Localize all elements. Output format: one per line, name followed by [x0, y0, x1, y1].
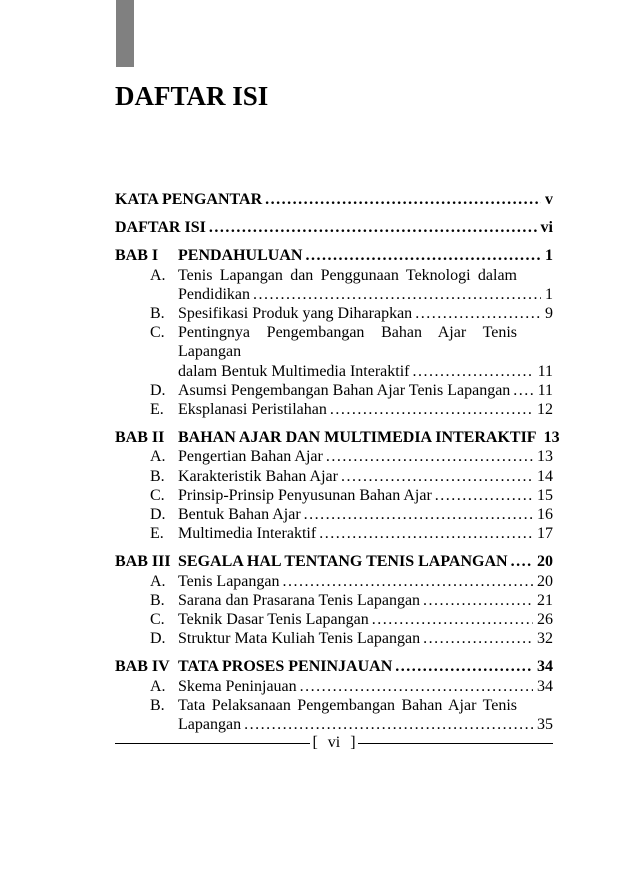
toc-entry-bab4-a	[115, 677, 553, 696]
toc-entry-bab2-a	[115, 447, 553, 466]
toc-page-number: 14	[537, 467, 553, 485]
toc-item-letter: D.	[150, 381, 166, 399]
toc-page-number: 11	[537, 362, 553, 380]
toc-entry-title: Tenis Lapangan	[178, 572, 280, 590]
toc-entry-bab2-d	[115, 505, 553, 524]
toc-item-letter: B.	[150, 696, 165, 714]
toc-chapter-label: BAB III	[115, 553, 171, 571]
toc-item-letter: B.	[150, 467, 165, 485]
toc-entry-title: Prinsip-Prinsip Penyusunan Bahan Ajar	[178, 486, 432, 504]
toc-chapter-label: BAB II	[115, 429, 165, 447]
toc-entry-content	[178, 266, 553, 304]
dot-leader	[338, 467, 533, 486]
dot-leader	[420, 629, 533, 648]
toc-entry-bab3-a	[115, 572, 553, 591]
dot-leader	[369, 610, 533, 629]
footer-bracket-right: ]	[350, 734, 356, 751]
toc-page-number: 13	[543, 429, 560, 447]
toc-entry-content	[178, 696, 553, 734]
toc-item-letter: E.	[150, 401, 164, 419]
toc-page-number: 17	[537, 525, 553, 543]
toc-entry-title: Spesifikasi Produk yang Diharapkan	[178, 305, 413, 323]
table-of-contents	[115, 190, 560, 734]
toc-entry-title: KATA PENGANTAR	[115, 191, 263, 208]
toc-entry-bab1-e	[115, 400, 553, 419]
toc-entry-content	[178, 323, 553, 381]
dot-leader	[392, 657, 533, 676]
toc-entry-kata-pengantar	[115, 190, 553, 209]
footer-rule-right	[358, 743, 553, 744]
dot-leader	[250, 285, 541, 304]
dot-leader	[327, 400, 533, 419]
dot-leader	[297, 677, 533, 696]
toc-item-letter: A.	[150, 677, 166, 695]
toc-entry-bab-1	[115, 246, 553, 265]
toc-entry-bab1-a	[115, 266, 553, 304]
toc-entry-title-line1: Tata Pelaksanaan Pengembangan Bahan Ajar Tenis	[178, 696, 517, 714]
toc-item-letter: A.	[150, 266, 166, 284]
footer-page-number: vi	[327, 734, 341, 751]
toc-entry-bab4-b	[115, 696, 553, 734]
toc-entry-bab3-d	[115, 629, 553, 648]
toc-entry-bab-2	[115, 428, 560, 447]
toc-page-number: 15	[537, 486, 553, 504]
toc-chapter-label: BAB IV	[115, 658, 170, 676]
dot-leader	[508, 552, 533, 571]
toc-entry-title: Teknik Dasar Tenis Lapangan	[178, 611, 369, 629]
page-footer	[115, 735, 553, 751]
toc-item-letter: D.	[150, 630, 166, 648]
dot-leader	[262, 190, 541, 209]
toc-entry-title: Eksplanasi Peristilahan	[178, 401, 327, 419]
toc-entry-bab3-b	[115, 591, 553, 610]
toc-page-number: v	[545, 191, 553, 208]
toc-page-number: 21	[537, 591, 553, 609]
toc-item-letter: C.	[150, 611, 165, 629]
toc-page-number: 34	[537, 677, 553, 695]
toc-entry-title: Skema Peninjauan	[178, 677, 297, 695]
toc-item-letter: A.	[150, 572, 166, 590]
toc-page-number: vi	[540, 219, 553, 237]
toc-entry-bab1-b	[115, 304, 553, 323]
footer-rule-left	[115, 743, 310, 744]
toc-entry-title: Sarana dan Prasarana Tenis Lapangan	[178, 591, 421, 609]
toc-page-number: 12	[537, 401, 553, 419]
toc-page-number: 9	[545, 305, 553, 323]
toc-entry-title: TATA PROSES PENINJAUAN	[178, 658, 393, 676]
toc-page-number: 20	[537, 553, 553, 571]
dot-leader	[316, 524, 533, 543]
dot-leader	[510, 381, 533, 400]
toc-entry-title: Bentuk Bahan Ajar	[178, 506, 301, 524]
toc-item-letter: E.	[150, 525, 164, 543]
toc-entry-title: Asumsi Pengembangan Bahan Ajar Tenis Lapangan	[178, 381, 511, 399]
toc-entry-title: BAHAN AJAR DAN MULTIMEDIA INTERAKTIF	[178, 429, 537, 447]
toc-page-number: 11	[537, 381, 553, 399]
header-accent-bar	[116, 0, 134, 67]
dot-leader	[241, 715, 533, 734]
toc-item-letter: B.	[150, 591, 165, 609]
toc-entry-bab-4	[115, 657, 553, 676]
toc-item-letter: A.	[150, 448, 166, 466]
toc-entry-title-line2: Lapangan	[178, 716, 242, 734]
toc-page-number: 1	[545, 285, 553, 303]
dot-leader	[410, 362, 534, 381]
toc-entry-title: Karakteristik Bahan Ajar	[178, 467, 338, 485]
toc-entry-bab1-d	[115, 381, 553, 400]
dot-leader	[432, 486, 533, 505]
toc-entry-bab3-c	[115, 610, 553, 629]
toc-page-number: 13	[537, 448, 553, 466]
toc-entry-title-line1: Pentingnya Pengembangan Bahan Ajar Tenis Lapangan	[178, 324, 517, 361]
toc-page-number: 32	[537, 630, 553, 648]
toc-entry-title: Struktur Mata Kuliah Tenis Lapangan	[178, 630, 421, 648]
toc-entry-bab-3	[115, 552, 553, 571]
dot-leader	[280, 572, 533, 591]
toc-entry-daftar-isi	[115, 218, 553, 237]
toc-entry-bab2-e	[115, 524, 553, 543]
dot-leader	[301, 505, 533, 524]
toc-page-number: 35	[537, 716, 553, 734]
toc-entry-bab2-c	[115, 486, 553, 505]
dot-leader	[302, 246, 541, 265]
toc-entry-bab2-b	[115, 467, 553, 486]
toc-entry-title: PENDAHULUAN	[178, 247, 303, 265]
toc-item-letter: C.	[150, 486, 165, 504]
toc-chapter-label: BAB I	[115, 247, 159, 265]
toc-page-number: 34	[537, 658, 553, 676]
toc-entry-title-line1: Tenis Lapangan dan Penggunaan Teknologi dalam	[178, 266, 517, 284]
dot-leader	[323, 447, 533, 466]
toc-entry-bab1-c	[115, 323, 553, 381]
toc-page-number: 1	[545, 247, 553, 265]
toc-entry-title: Pengertian Bahan Ajar	[178, 448, 323, 466]
toc-item-letter: C.	[150, 324, 165, 342]
dot-leader	[420, 591, 533, 610]
toc-entry-title-line2: Pendidikan	[178, 285, 250, 303]
footer-bracket-left: [	[312, 734, 318, 751]
toc-item-letter: B.	[150, 305, 165, 323]
toc-entry-title-line2: dalam Bentuk Multimedia Interaktif	[178, 362, 410, 380]
toc-entry-title: DAFTAR ISI	[115, 219, 206, 237]
toc-entry-title: Multimedia Interaktif	[178, 525, 317, 543]
toc-page-number: 16	[537, 506, 553, 524]
toc-entry-title: SEGALA HAL TENTANG TENIS LAPANGAN	[178, 553, 508, 571]
dot-leader	[412, 304, 541, 323]
toc-page-number: 26	[537, 611, 553, 629]
toc-page-number: 20	[537, 572, 553, 590]
toc-item-letter: D.	[150, 506, 166, 524]
dot-leader	[206, 218, 537, 237]
page-title: DAFTAR ISI	[115, 81, 269, 111]
